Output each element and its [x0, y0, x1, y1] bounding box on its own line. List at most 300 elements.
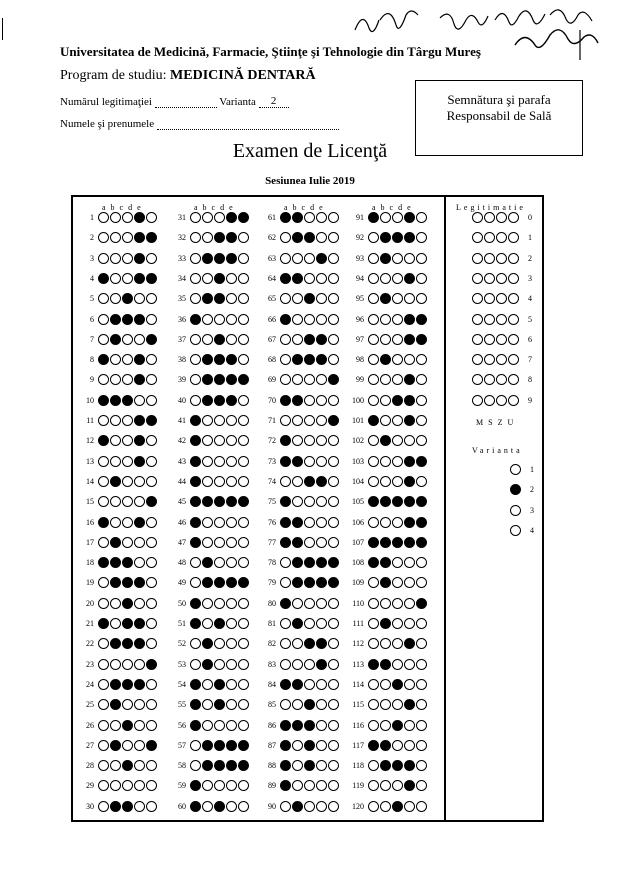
legitimatie-bubble[interactable]	[496, 293, 507, 304]
answer-bubble-a[interactable]	[368, 780, 379, 791]
answer-bubble-e[interactable]	[146, 659, 157, 670]
answer-bubble-b[interactable]	[202, 253, 213, 264]
answer-bubble-e[interactable]	[238, 679, 249, 690]
answer-bubble-a[interactable]	[98, 618, 109, 629]
answer-bubble-b[interactable]	[202, 638, 213, 649]
answer-bubble-e[interactable]	[146, 212, 157, 223]
answer-bubble-a[interactable]	[190, 415, 201, 426]
answer-bubble-d[interactable]	[226, 740, 237, 751]
answer-bubble-e[interactable]	[416, 740, 427, 751]
answer-bubble-e[interactable]	[416, 618, 427, 629]
legitimatie-bubble[interactable]	[484, 253, 495, 264]
answer-bubble-c[interactable]	[392, 517, 403, 528]
answer-bubble-c[interactable]	[304, 801, 315, 812]
answer-bubble-d[interactable]	[226, 780, 237, 791]
answer-bubble-a[interactable]	[98, 537, 109, 548]
answer-bubble-a[interactable]	[190, 354, 201, 365]
answer-bubble-c[interactable]	[122, 638, 133, 649]
answer-bubble-e[interactable]	[328, 374, 339, 385]
answer-bubble-a[interactable]	[98, 273, 109, 284]
answer-bubble-b[interactable]	[110, 618, 121, 629]
answer-bubble-d[interactable]	[226, 801, 237, 812]
answer-bubble-b[interactable]	[380, 801, 391, 812]
answer-bubble-c[interactable]	[304, 435, 315, 446]
answer-bubble-c[interactable]	[304, 760, 315, 771]
answer-bubble-c[interactable]	[214, 679, 225, 690]
answer-bubble-c[interactable]	[392, 476, 403, 487]
answer-bubble-c[interactable]	[392, 232, 403, 243]
answer-bubble-b[interactable]	[110, 435, 121, 446]
answer-bubble-a[interactable]	[190, 537, 201, 548]
answer-bubble-e[interactable]	[416, 638, 427, 649]
answer-bubble-e[interactable]	[146, 273, 157, 284]
answer-bubble-a[interactable]	[190, 374, 201, 385]
answer-bubble-b[interactable]	[292, 557, 303, 568]
answer-bubble-a[interactable]	[190, 659, 201, 670]
answer-bubble-b[interactable]	[202, 334, 213, 345]
answer-bubble-e[interactable]	[146, 253, 157, 264]
answer-bubble-a[interactable]	[98, 699, 109, 710]
answer-bubble-a[interactable]	[190, 273, 201, 284]
answer-bubble-e[interactable]	[416, 232, 427, 243]
answer-bubble-c[interactable]	[122, 720, 133, 731]
answer-bubble-c[interactable]	[392, 456, 403, 467]
answer-bubble-a[interactable]	[280, 801, 291, 812]
legitimatie-bubble[interactable]	[508, 253, 519, 264]
answer-bubble-e[interactable]	[146, 577, 157, 588]
legitimatie-bubble[interactable]	[508, 395, 519, 406]
answer-bubble-e[interactable]	[238, 557, 249, 568]
answer-bubble-b[interactable]	[202, 293, 213, 304]
answer-bubble-b[interactable]	[202, 232, 213, 243]
varianta-bubble-3[interactable]	[510, 505, 521, 516]
answer-bubble-a[interactable]	[98, 395, 109, 406]
legitimatie-bubble[interactable]	[496, 395, 507, 406]
answer-bubble-d[interactable]	[316, 374, 327, 385]
legitimatie-bubble[interactable]	[472, 395, 483, 406]
answer-bubble-e[interactable]	[416, 699, 427, 710]
answer-bubble-e[interactable]	[146, 638, 157, 649]
answer-bubble-e[interactable]	[328, 354, 339, 365]
answer-bubble-b[interactable]	[202, 374, 213, 385]
answer-bubble-e[interactable]	[238, 293, 249, 304]
answer-bubble-a[interactable]	[98, 720, 109, 731]
legitimatie-bubble[interactable]	[496, 314, 507, 325]
answer-bubble-b[interactable]	[202, 598, 213, 609]
answer-bubble-b[interactable]	[202, 435, 213, 446]
answer-bubble-d[interactable]	[404, 537, 415, 548]
answer-bubble-d[interactable]	[226, 273, 237, 284]
answer-bubble-c[interactable]	[304, 720, 315, 731]
answer-bubble-d[interactable]	[134, 598, 145, 609]
answer-bubble-b[interactable]	[110, 557, 121, 568]
answer-bubble-b[interactable]	[380, 659, 391, 670]
answer-bubble-c[interactable]	[214, 699, 225, 710]
answer-bubble-d[interactable]	[404, 476, 415, 487]
answer-bubble-e[interactable]	[146, 801, 157, 812]
varianta-bubble-2[interactable]	[510, 484, 521, 495]
answer-bubble-b[interactable]	[110, 253, 121, 264]
answer-bubble-e[interactable]	[146, 618, 157, 629]
answer-bubble-e[interactable]	[328, 780, 339, 791]
answer-bubble-d[interactable]	[316, 740, 327, 751]
answer-bubble-a[interactable]	[280, 253, 291, 264]
answer-bubble-c[interactable]	[304, 273, 315, 284]
answer-bubble-d[interactable]	[316, 598, 327, 609]
answer-bubble-b[interactable]	[202, 212, 213, 223]
answer-bubble-d[interactable]	[226, 598, 237, 609]
answer-bubble-d[interactable]	[226, 557, 237, 568]
answer-bubble-b[interactable]	[292, 374, 303, 385]
answer-bubble-d[interactable]	[134, 212, 145, 223]
answer-bubble-d[interactable]	[226, 314, 237, 325]
legitimatie-bubble[interactable]	[472, 314, 483, 325]
answer-bubble-c[interactable]	[214, 232, 225, 243]
answer-bubble-c[interactable]	[392, 618, 403, 629]
answer-bubble-b[interactable]	[202, 801, 213, 812]
answer-bubble-e[interactable]	[328, 760, 339, 771]
answer-bubble-c[interactable]	[304, 740, 315, 751]
answer-bubble-b[interactable]	[110, 517, 121, 528]
answer-bubble-b[interactable]	[292, 720, 303, 731]
answer-bubble-c[interactable]	[214, 517, 225, 528]
answer-bubble-d[interactable]	[134, 577, 145, 588]
answer-bubble-d[interactable]	[226, 517, 237, 528]
answer-bubble-b[interactable]	[292, 618, 303, 629]
answer-bubble-b[interactable]	[380, 638, 391, 649]
answer-bubble-b[interactable]	[202, 760, 213, 771]
answer-bubble-b[interactable]	[292, 212, 303, 223]
answer-bubble-c[interactable]	[214, 496, 225, 507]
answer-bubble-c[interactable]	[214, 293, 225, 304]
answer-bubble-d[interactable]	[226, 760, 237, 771]
answer-bubble-d[interactable]	[226, 212, 237, 223]
answer-bubble-d[interactable]	[134, 293, 145, 304]
legitimatie-bubble[interactable]	[508, 273, 519, 284]
legitimatie-bubble[interactable]	[496, 212, 507, 223]
answer-bubble-e[interactable]	[146, 760, 157, 771]
answer-bubble-e[interactable]	[328, 618, 339, 629]
answer-bubble-d[interactable]	[226, 476, 237, 487]
answer-bubble-b[interactable]	[202, 537, 213, 548]
answer-bubble-a[interactable]	[368, 334, 379, 345]
answer-bubble-d[interactable]	[316, 760, 327, 771]
answer-bubble-c[interactable]	[304, 557, 315, 568]
answer-bubble-c[interactable]	[122, 334, 133, 345]
answer-bubble-b[interactable]	[292, 273, 303, 284]
answer-bubble-a[interactable]	[368, 232, 379, 243]
legitimatie-bubble[interactable]	[484, 374, 495, 385]
answer-bubble-d[interactable]	[134, 374, 145, 385]
answer-bubble-d[interactable]	[134, 334, 145, 345]
answer-bubble-a[interactable]	[280, 435, 291, 446]
answer-bubble-a[interactable]	[280, 232, 291, 243]
answer-bubble-c[interactable]	[122, 374, 133, 385]
answer-bubble-d[interactable]	[316, 395, 327, 406]
answer-bubble-e[interactable]	[328, 456, 339, 467]
answer-bubble-e[interactable]	[416, 476, 427, 487]
answer-bubble-c[interactable]	[214, 354, 225, 365]
answer-bubble-d[interactable]	[134, 638, 145, 649]
answer-bubble-e[interactable]	[146, 679, 157, 690]
answer-bubble-b[interactable]	[292, 577, 303, 588]
answer-bubble-c[interactable]	[392, 415, 403, 426]
answer-bubble-e[interactable]	[146, 598, 157, 609]
answer-bubble-d[interactable]	[404, 273, 415, 284]
answer-bubble-b[interactable]	[202, 780, 213, 791]
answer-bubble-a[interactable]	[98, 212, 109, 223]
answer-bubble-a[interactable]	[368, 699, 379, 710]
answer-bubble-e[interactable]	[328, 638, 339, 649]
answer-bubble-a[interactable]	[98, 334, 109, 345]
answer-bubble-e[interactable]	[328, 517, 339, 528]
answer-bubble-e[interactable]	[416, 760, 427, 771]
answer-bubble-c[interactable]	[122, 537, 133, 548]
answer-bubble-a[interactable]	[190, 232, 201, 243]
answer-bubble-c[interactable]	[214, 740, 225, 751]
legitimatie-bubble[interactable]	[484, 314, 495, 325]
answer-bubble-d[interactable]	[134, 314, 145, 325]
answer-bubble-a[interactable]	[280, 720, 291, 731]
answer-bubble-d[interactable]	[226, 720, 237, 731]
answer-bubble-a[interactable]	[190, 314, 201, 325]
answer-bubble-e[interactable]	[146, 456, 157, 467]
answer-bubble-e[interactable]	[328, 496, 339, 507]
answer-bubble-d[interactable]	[134, 253, 145, 264]
answer-bubble-b[interactable]	[292, 232, 303, 243]
answer-bubble-e[interactable]	[328, 435, 339, 446]
legitimatie-bubble[interactable]	[472, 374, 483, 385]
answer-bubble-d[interactable]	[226, 354, 237, 365]
answer-bubble-a[interactable]	[190, 476, 201, 487]
answer-bubble-c[interactable]	[122, 517, 133, 528]
answer-bubble-e[interactable]	[146, 476, 157, 487]
answer-bubble-c[interactable]	[392, 374, 403, 385]
answer-bubble-d[interactable]	[134, 720, 145, 731]
answer-bubble-c[interactable]	[392, 293, 403, 304]
answer-bubble-b[interactable]	[110, 334, 121, 345]
answer-bubble-c[interactable]	[122, 293, 133, 304]
answer-bubble-a[interactable]	[98, 780, 109, 791]
answer-bubble-c[interactable]	[392, 354, 403, 365]
answer-bubble-e[interactable]	[146, 395, 157, 406]
answer-bubble-e[interactable]	[146, 232, 157, 243]
answer-bubble-b[interactable]	[380, 780, 391, 791]
answer-bubble-a[interactable]	[280, 659, 291, 670]
answer-bubble-a[interactable]	[368, 517, 379, 528]
legitimatie-bubble[interactable]	[496, 273, 507, 284]
answer-bubble-e[interactable]	[416, 314, 427, 325]
answer-bubble-d[interactable]	[316, 293, 327, 304]
answer-bubble-a[interactable]	[98, 253, 109, 264]
answer-bubble-a[interactable]	[368, 557, 379, 568]
answer-bubble-c[interactable]	[304, 456, 315, 467]
answer-bubble-b[interactable]	[380, 760, 391, 771]
answer-bubble-b[interactable]	[380, 598, 391, 609]
answer-bubble-e[interactable]	[238, 476, 249, 487]
answer-bubble-b[interactable]	[110, 354, 121, 365]
answer-bubble-e[interactable]	[238, 537, 249, 548]
answer-bubble-d[interactable]	[404, 374, 415, 385]
answer-bubble-b[interactable]	[292, 517, 303, 528]
answer-bubble-b[interactable]	[292, 334, 303, 345]
answer-bubble-e[interactable]	[328, 679, 339, 690]
answer-bubble-c[interactable]	[304, 293, 315, 304]
answer-bubble-d[interactable]	[316, 801, 327, 812]
answer-bubble-e[interactable]	[416, 679, 427, 690]
answer-bubble-a[interactable]	[280, 273, 291, 284]
answer-bubble-c[interactable]	[214, 395, 225, 406]
answer-bubble-d[interactable]	[316, 557, 327, 568]
answer-bubble-a[interactable]	[190, 780, 201, 791]
answer-bubble-b[interactable]	[202, 699, 213, 710]
answer-bubble-b[interactable]	[380, 740, 391, 751]
answer-bubble-a[interactable]	[190, 598, 201, 609]
answer-bubble-d[interactable]	[316, 314, 327, 325]
answer-bubble-c[interactable]	[122, 212, 133, 223]
answer-bubble-a[interactable]	[280, 740, 291, 751]
answer-bubble-c[interactable]	[214, 557, 225, 568]
answer-bubble-a[interactable]	[190, 618, 201, 629]
answer-bubble-d[interactable]	[316, 679, 327, 690]
answer-bubble-c[interactable]	[214, 334, 225, 345]
answer-bubble-b[interactable]	[380, 395, 391, 406]
answer-bubble-b[interactable]	[202, 679, 213, 690]
answer-bubble-c[interactable]	[392, 212, 403, 223]
answer-bubble-c[interactable]	[392, 740, 403, 751]
answer-bubble-e[interactable]	[238, 659, 249, 670]
answer-bubble-c[interactable]	[392, 537, 403, 548]
answer-bubble-a[interactable]	[280, 760, 291, 771]
answer-bubble-e[interactable]	[328, 273, 339, 284]
answer-bubble-a[interactable]	[368, 395, 379, 406]
answer-bubble-b[interactable]	[110, 314, 121, 325]
answer-bubble-a[interactable]	[280, 415, 291, 426]
legitimatie-bubble[interactable]	[496, 334, 507, 345]
answer-bubble-a[interactable]	[98, 577, 109, 588]
answer-bubble-a[interactable]	[98, 801, 109, 812]
answer-bubble-e[interactable]	[238, 618, 249, 629]
answer-bubble-a[interactable]	[368, 435, 379, 446]
answer-bubble-d[interactable]	[404, 780, 415, 791]
legitimatie-bubble[interactable]	[508, 354, 519, 365]
answer-bubble-b[interactable]	[110, 780, 121, 791]
answer-bubble-a[interactable]	[280, 577, 291, 588]
legitimatie-bubble[interactable]	[484, 212, 495, 223]
answer-bubble-e[interactable]	[146, 374, 157, 385]
answer-bubble-d[interactable]	[226, 395, 237, 406]
answer-bubble-d[interactable]	[316, 354, 327, 365]
answer-bubble-e[interactable]	[146, 354, 157, 365]
answer-bubble-b[interactable]	[292, 740, 303, 751]
answer-bubble-a[interactable]	[190, 679, 201, 690]
answer-bubble-b[interactable]	[380, 253, 391, 264]
answer-bubble-d[interactable]	[134, 415, 145, 426]
answer-bubble-d[interactable]	[226, 334, 237, 345]
answer-bubble-b[interactable]	[202, 354, 213, 365]
answer-bubble-e[interactable]	[328, 598, 339, 609]
answer-bubble-e[interactable]	[416, 354, 427, 365]
answer-bubble-a[interactable]	[190, 760, 201, 771]
answer-bubble-b[interactable]	[292, 435, 303, 446]
answer-bubble-a[interactable]	[368, 496, 379, 507]
legitimatie-bubble[interactable]	[496, 354, 507, 365]
answer-bubble-c[interactable]	[214, 314, 225, 325]
answer-bubble-d[interactable]	[134, 618, 145, 629]
answer-bubble-e[interactable]	[238, 374, 249, 385]
answer-bubble-c[interactable]	[304, 517, 315, 528]
answer-bubble-d[interactable]	[404, 740, 415, 751]
answer-bubble-e[interactable]	[416, 374, 427, 385]
answer-bubble-d[interactable]	[226, 253, 237, 264]
answer-bubble-e[interactable]	[328, 476, 339, 487]
answer-bubble-e[interactable]	[416, 293, 427, 304]
answer-bubble-d[interactable]	[226, 374, 237, 385]
answer-bubble-a[interactable]	[98, 496, 109, 507]
answer-bubble-d[interactable]	[316, 659, 327, 670]
answer-bubble-c[interactable]	[392, 760, 403, 771]
answer-bubble-c[interactable]	[214, 253, 225, 264]
answer-bubble-e[interactable]	[238, 740, 249, 751]
answer-bubble-c[interactable]	[304, 659, 315, 670]
answer-bubble-d[interactable]	[404, 618, 415, 629]
answer-bubble-c[interactable]	[122, 801, 133, 812]
answer-bubble-d[interactable]	[404, 659, 415, 670]
answer-bubble-e[interactable]	[146, 496, 157, 507]
answer-bubble-c[interactable]	[122, 314, 133, 325]
answer-bubble-b[interactable]	[380, 354, 391, 365]
answer-bubble-b[interactable]	[292, 293, 303, 304]
answer-bubble-e[interactable]	[146, 517, 157, 528]
answer-bubble-a[interactable]	[190, 496, 201, 507]
answer-bubble-d[interactable]	[316, 517, 327, 528]
answer-bubble-e[interactable]	[328, 212, 339, 223]
answer-bubble-b[interactable]	[110, 638, 121, 649]
answer-bubble-e[interactable]	[416, 598, 427, 609]
answer-bubble-e[interactable]	[416, 557, 427, 568]
answer-bubble-d[interactable]	[404, 760, 415, 771]
legitimatie-bubble[interactable]	[496, 232, 507, 243]
answer-bubble-e[interactable]	[146, 415, 157, 426]
answer-bubble-c[interactable]	[214, 720, 225, 731]
answer-bubble-d[interactable]	[404, 598, 415, 609]
answer-bubble-c[interactable]	[122, 232, 133, 243]
answer-bubble-b[interactable]	[380, 720, 391, 731]
answer-bubble-b[interactable]	[110, 212, 121, 223]
answer-bubble-c[interactable]	[122, 456, 133, 467]
answer-bubble-e[interactable]	[238, 760, 249, 771]
answer-bubble-c[interactable]	[304, 496, 315, 507]
answer-bubble-a[interactable]	[368, 273, 379, 284]
answer-bubble-a[interactable]	[368, 720, 379, 731]
answer-bubble-c[interactable]	[304, 598, 315, 609]
answer-bubble-c[interactable]	[122, 435, 133, 446]
answer-bubble-e[interactable]	[328, 557, 339, 568]
answer-bubble-a[interactable]	[190, 212, 201, 223]
answer-bubble-d[interactable]	[316, 253, 327, 264]
answer-bubble-e[interactable]	[416, 212, 427, 223]
answer-bubble-a[interactable]	[280, 395, 291, 406]
answer-bubble-a[interactable]	[98, 679, 109, 690]
answer-bubble-c[interactable]	[304, 780, 315, 791]
answer-bubble-c[interactable]	[392, 720, 403, 731]
answer-bubble-e[interactable]	[328, 253, 339, 264]
answer-bubble-e[interactable]	[416, 273, 427, 284]
answer-bubble-b[interactable]	[380, 212, 391, 223]
answer-bubble-e[interactable]	[146, 314, 157, 325]
answer-bubble-d[interactable]	[316, 699, 327, 710]
answer-bubble-d[interactable]	[226, 232, 237, 243]
